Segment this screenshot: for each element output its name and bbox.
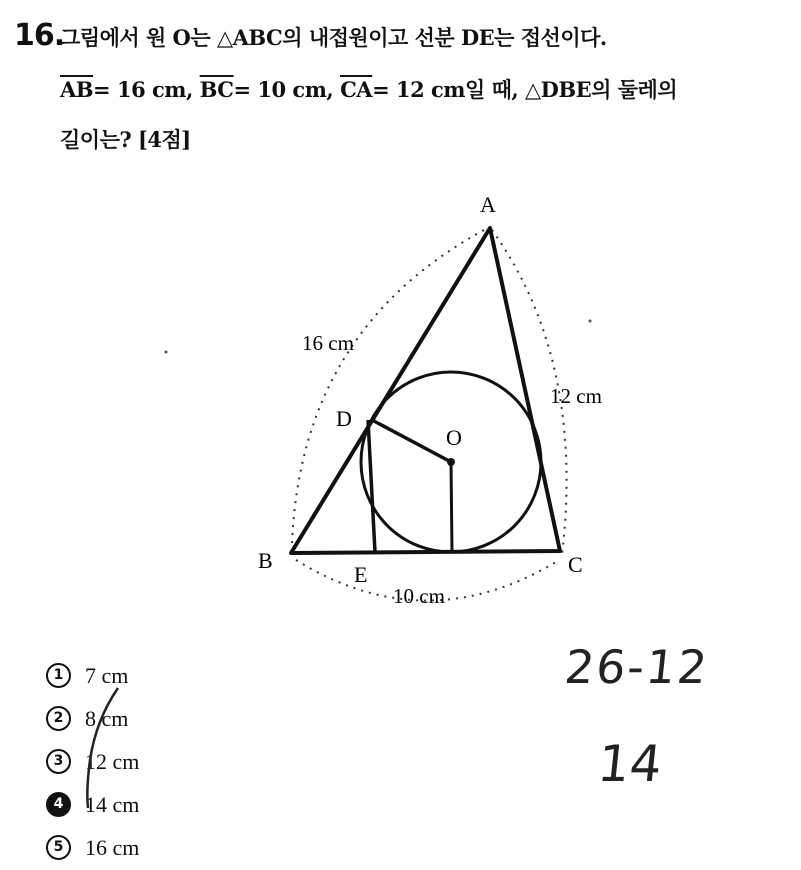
label-e: E — [354, 562, 368, 587]
label-o: O — [446, 425, 462, 450]
label-c: C — [568, 552, 583, 577]
choice-text: 8 cm — [85, 705, 129, 731]
choice-text: 12 cm — [85, 748, 140, 774]
segment-ca: $\overline{CA}$ — [340, 77, 373, 102]
choice-number: 1 — [46, 663, 71, 688]
label-b: B — [258, 548, 273, 573]
label-bc-length: 10 cm — [393, 584, 445, 608]
choice-number: 5 — [46, 835, 71, 860]
choice-text: 14 cm — [85, 791, 140, 817]
question-number: 16. — [14, 18, 65, 53]
label-ca-length: 12 cm — [550, 384, 602, 408]
segment-ab: $\overline{AB}$ — [60, 77, 94, 102]
choice-number: 3 — [46, 749, 71, 774]
segment-ab-length: = 16 cm, — [93, 77, 193, 102]
choice-number-marked: 4 — [46, 792, 71, 817]
segment-bc: $\overline{BC}$ — [199, 77, 234, 102]
label-a: A — [480, 192, 496, 217]
choice-text: 16 cm — [85, 834, 140, 860]
segment-bc-length: = 10 cm, — [233, 77, 334, 102]
handwritten-calculation: 26-12 — [562, 640, 712, 694]
choice-text: 7 cm — [85, 662, 129, 688]
label-d: D — [336, 406, 352, 431]
choice-number: 2 — [46, 706, 71, 731]
label-ab-length: 16 cm — [302, 331, 354, 355]
question-text-line-3: 길이는? [4점] — [60, 127, 191, 152]
handwritten-answer: 14 — [594, 735, 665, 793]
segment-ca-length: = 12 cm일 때, △DBE의 둘레의 — [372, 77, 678, 102]
question-text-line-1: 그림에서 원 O는 △ABC의 내접원이고 선분 DE는 접선이다. — [60, 25, 607, 50]
